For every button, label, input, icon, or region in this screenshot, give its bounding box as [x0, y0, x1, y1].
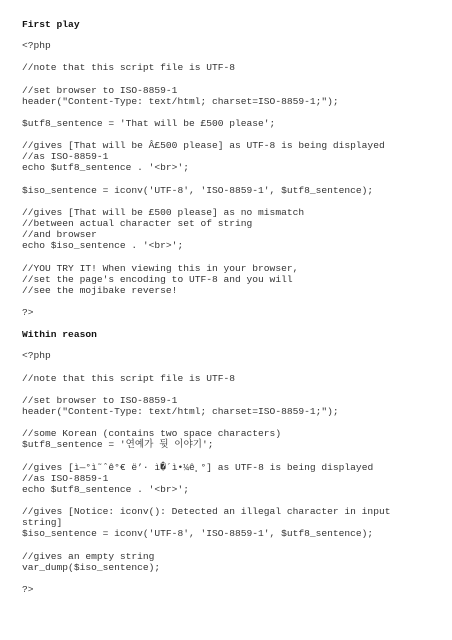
- code-block: //gives [ì—°ì˜ˆê°€ ë’· ì�´ì•¼ê¸°] as UTF-8 is being displayed //as ISO-8859-1 echo $utf8_sentence . '<br>';: [22, 461, 374, 495]
- code-block: //gives an empty string var_dump($iso_sentence);: [22, 550, 161, 573]
- section-heading: Within reason: [22, 329, 97, 341]
- code-block: //note that this script file is UTF-8: [22, 372, 236, 384]
- code-block: ?>: [22, 583, 34, 595]
- code-block: //gives [That will be Â£500 please] as UTF-8 is being displayed //as ISO-8859-1 echo $utf8_sentence . '<br>';: [22, 140, 385, 174]
- code-block: //some Korean (contains two space characters) $utf8_sentence = '연예가 뒷 이야기';: [22, 428, 282, 451]
- section-heading: First play: [22, 19, 80, 30]
- code-block: <?php: [22, 350, 51, 362]
- document-page: [22, 19, 442, 595]
- code-block: $utf8_sentence = 'That will be £500 please';: [22, 117, 276, 129]
- code-block: //YOU TRY IT! When viewing this in your browser, //set the page's encoding to UTF-8 and you will //see the mojibake reverse!: [22, 262, 299, 296]
- code-block: $iso_sentence = iconv('UTF-8', 'ISO-8859-1', $utf8_sentence);: [22, 184, 374, 196]
- code-block: //note that this script file is UTF-8: [22, 62, 236, 74]
- code-block: <?php: [22, 40, 51, 51]
- code-block: //set browser to ISO-8859-1 header("Content-Type: text/html; charset=ISO-8859-1;");: [22, 84, 339, 107]
- code-block: //gives [Notice: iconv(): Detected an illegal character in input string] $iso_sentence = iconv('UTF-8', 'ISO-8859-1', $utf8_sentence);: [22, 506, 391, 540]
- code-block: ?>: [22, 307, 34, 318]
- code-block: //set browser to ISO-8859-1 header("Content-Type: text/html; charset=ISO-8859-1;");: [22, 394, 339, 417]
- code-block: //gives [That will be £500 please] as no mismatch //between actual character set of string //and browser echo $iso_sentence . '<br>';: [22, 206, 305, 252]
- section-within-reason: [22, 329, 442, 595]
- section-first-play: [22, 19, 442, 318]
